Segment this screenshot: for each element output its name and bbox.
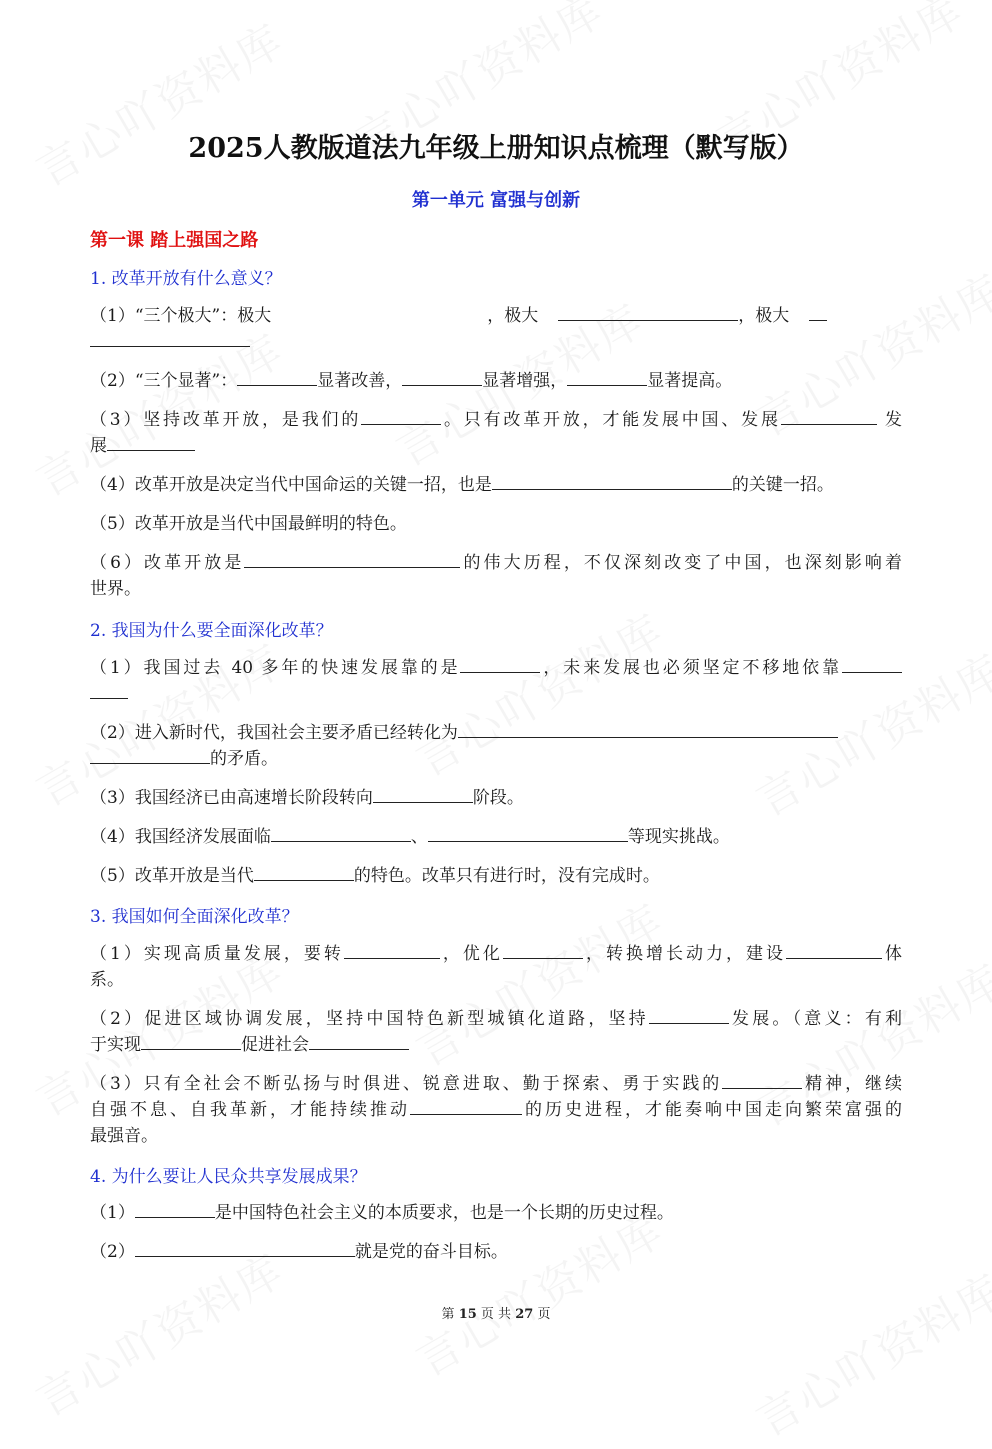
watermark xyxy=(742,1255,992,1448)
blank[interactable] xyxy=(460,656,540,673)
question-2-title: 2. 我国为什么要全面深化改革？ xyxy=(90,621,333,641)
blank[interactable] xyxy=(722,1072,802,1089)
blank[interactable] xyxy=(649,1007,729,1024)
blank[interactable] xyxy=(781,408,877,425)
blank[interactable] xyxy=(458,721,838,738)
current-page: 15 xyxy=(458,1307,477,1322)
blank[interactable] xyxy=(244,551,460,568)
q3-item-2-cont: 于实现 促进社会 xyxy=(90,1032,902,1058)
blank[interactable] xyxy=(492,473,732,490)
blank[interactable] xyxy=(842,656,902,673)
q3-item-3: （3）只有全社会不断弘扬与时俱进、锐意进取、勤于探索、勇于实践的 精神，继续 xyxy=(90,1074,902,1094)
blank[interactable] xyxy=(237,369,317,386)
q2-item-5: （5）改革开放是当代 的特色。改革只有进行时，没有完成时。 xyxy=(90,866,660,886)
blank[interactable] xyxy=(786,942,882,959)
q1-item-5: （5）改革开放是当代中国最鲜明的特色。 xyxy=(90,514,407,534)
q1-item-4: （4）改革开放是决定当代中国命运的关键一招，也是 的关键一招。 xyxy=(90,475,834,495)
q1-item-3-cont: 展 xyxy=(90,433,902,459)
total-pages: 27 xyxy=(515,1307,534,1322)
q3-item-2: （2）促进区域协调发展，坚持中国特色新型城镇化道路，坚持 发展。（意义：有利 xyxy=(90,1009,902,1029)
question-4-title: 4. 为什么要让人民众共享发展成果？ xyxy=(90,1167,367,1187)
blank[interactable] xyxy=(90,747,210,764)
q1-item-3: （3）坚持改革开放，是我们的 。只有改革开放，才能发展中国、发展 发 xyxy=(90,410,902,430)
q1-item-6-cont: 世界。 xyxy=(90,579,141,599)
blank[interactable] xyxy=(90,682,128,699)
blank[interactable] xyxy=(107,434,195,451)
q2-item-2: （2）进入新时代，我国社会主要矛盾已经转化为 xyxy=(90,720,902,746)
blank[interactable] xyxy=(254,864,354,881)
question-3-title: 3. 我国如何全面深化改革？ xyxy=(90,907,299,927)
q2-item-1: （1）我国过去 40 多年的快速发展靠的是 ，未来发展也必须坚定不移地依靠 xyxy=(90,655,902,681)
watermark xyxy=(22,5,293,198)
blank[interactable] xyxy=(558,304,738,321)
blank[interactable] xyxy=(373,786,473,803)
q1-item-1-cont xyxy=(90,329,902,355)
blank[interactable] xyxy=(809,304,827,321)
question-1-title: 1. 改革开放有什么意义？ xyxy=(90,269,282,289)
blank[interactable] xyxy=(428,825,628,842)
q2-item-2-cont: 的矛盾。 xyxy=(90,746,902,772)
blank[interactable] xyxy=(344,942,440,959)
blank[interactable] xyxy=(271,825,411,842)
page-footer: 第 15 页 共 27 页 xyxy=(441,1307,551,1322)
q1-item-1: （1）“三个极大”：极大 ，极大 ，极大 xyxy=(90,303,902,329)
blank[interactable] xyxy=(503,942,583,959)
blank[interactable] xyxy=(135,1240,355,1257)
unit-heading: 第一单元 富强与创新 xyxy=(411,190,581,211)
q3-item-1-cont: 系。 xyxy=(90,970,124,990)
q3-item-3-cont2: 最强音。 xyxy=(90,1126,158,1146)
blank[interactable] xyxy=(90,330,250,347)
q2-item-4: （4）我国经济发展面临 、 等现实挑战。 xyxy=(90,827,730,847)
blank[interactable] xyxy=(567,369,647,386)
lesson-heading: 第一课 踏上强国之路 xyxy=(90,230,259,251)
q3-item-3-cont: 自强不息、自我革新，才能持续推动 的历史进程，才能奏响中国走向繁荣富强的 xyxy=(90,1100,902,1120)
blank[interactable] xyxy=(361,408,441,425)
blank[interactable] xyxy=(135,1201,215,1218)
q1-item-6: （6）改革开放是 的伟大历程，不仅深刻改变了中国，也深刻影响着 xyxy=(90,553,902,573)
q4-item-1: （1） 是中国特色社会主义的本质要求，也是一个长期的历史过程。 xyxy=(90,1203,674,1223)
blank[interactable] xyxy=(410,1098,522,1115)
blank[interactable] xyxy=(141,1033,241,1050)
q2-item-3: （3）我国经济已由高速增长阶段转向 阶段。 xyxy=(90,788,524,808)
q3-item-1: （1）实现高质量发展，要转 ，优化 ，转换增长动力，建设 体 xyxy=(90,944,903,964)
q1-item-2: （2）“三个显著”： 显著改善， 显著增强， 显著提高。 xyxy=(90,371,733,391)
q2-item-1-cont xyxy=(90,681,902,707)
blank[interactable] xyxy=(309,1033,409,1050)
page-title: 2025人教版道法九年级上册知识点梳理（默写版） xyxy=(188,133,804,164)
q4-item-2: （2） 就是党的奋斗目标。 xyxy=(90,1242,508,1262)
blank[interactable] xyxy=(402,369,482,386)
